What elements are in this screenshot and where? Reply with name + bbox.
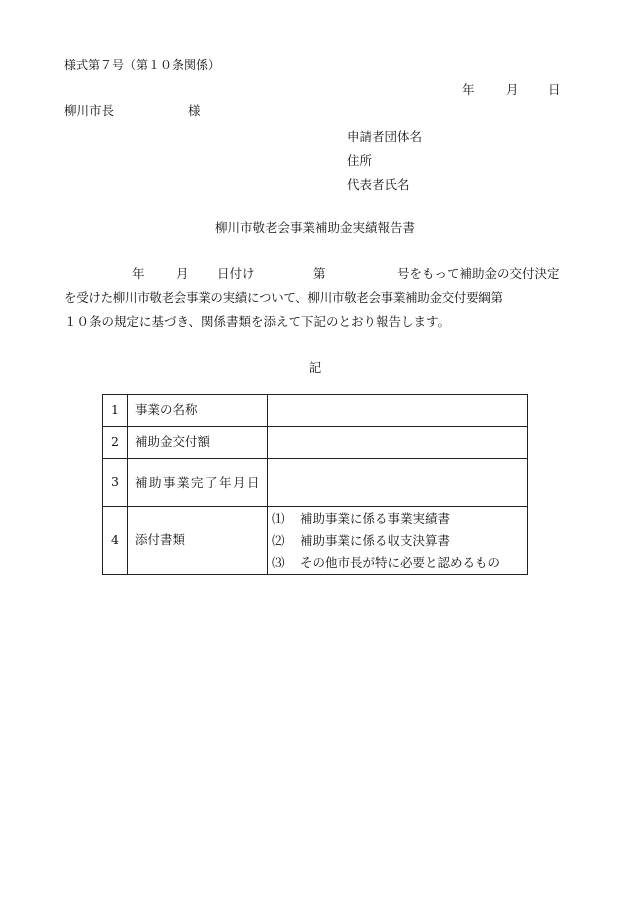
- addressee-name: 柳川市長: [64, 103, 115, 118]
- report-table: [102, 394, 528, 575]
- document-title: 柳川市敬老会事業補助金実績報告書: [214, 220, 415, 235]
- table-row: [103, 459, 528, 507]
- row-item: 添付書類: [128, 507, 268, 575]
- row-number: 2: [103, 427, 128, 459]
- table-row: [103, 395, 528, 427]
- body-dai: 第: [313, 266, 326, 281]
- applicant-address-label: 住所: [347, 153, 373, 168]
- addressee-honorific: 様: [188, 103, 201, 118]
- row-item: 事業の名称: [128, 395, 268, 427]
- body-line-2: を受けた柳川市敬老会事業の実績について、柳川市敬老会事業補助金交付要綱第: [64, 290, 503, 305]
- applicant-organization-label: 申請者団体名: [347, 129, 423, 144]
- row-content: [268, 395, 528, 427]
- attachment-item: ⑵ 補助事業に係る収支決算書: [272, 532, 451, 548]
- body-dated: 日付け: [217, 266, 255, 281]
- table-row: [103, 427, 528, 459]
- row-number: 4: [103, 507, 128, 575]
- attachment-item: ⑶ その他市長が特に必要と認めるもの: [272, 554, 501, 570]
- table-row: [103, 507, 528, 575]
- body-rest: 号をもって補助金の交付決定: [397, 266, 560, 281]
- row-number: 3: [103, 459, 128, 507]
- body-month: 月: [176, 266, 189, 281]
- date-year: 年: [462, 82, 475, 97]
- body-line-3: １０条の規定に基づき、関係書類を添えて下記のとおり報告します。: [64, 314, 451, 329]
- row-content: [268, 459, 528, 507]
- row-item: 補助事業完了年月日: [128, 459, 268, 507]
- attachments-list: [268, 507, 528, 575]
- date-month: 月: [506, 82, 519, 97]
- applicant-representative-label: 代表者氏名: [347, 177, 410, 192]
- form-number: 様式第７号（第１０条関係）: [64, 58, 221, 72]
- row-number: 1: [103, 395, 128, 427]
- body-line-1: [64, 268, 564, 282]
- date-day: 日: [548, 82, 561, 97]
- ki-heading: 記: [308, 360, 322, 375]
- row-item: 補助金交付額: [128, 427, 268, 459]
- body-year: 年: [132, 266, 145, 281]
- row-content: [268, 427, 528, 459]
- attachment-item: ⑴ 補助事業に係る事業実績書: [272, 510, 451, 526]
